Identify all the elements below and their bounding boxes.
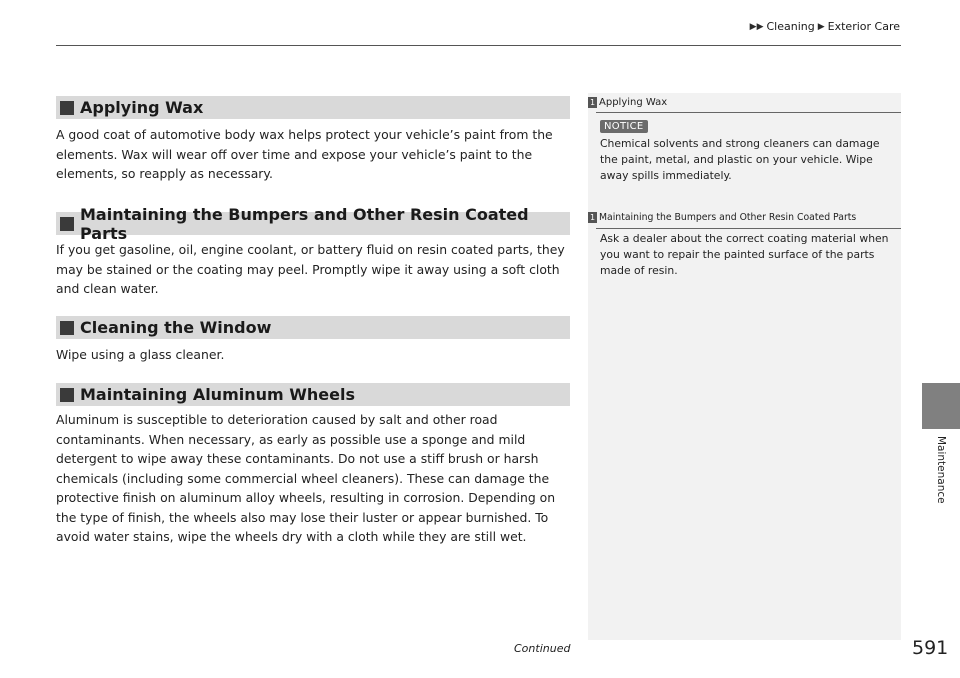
note-text-bumpers: Ask a dealer about the correct coating material when you want to repair the painted surface of the parts made of resin. (600, 232, 889, 277)
chapter-tab[interactable] (922, 383, 960, 429)
note-title-bumpers (588, 212, 901, 223)
square-bullet-icon (60, 217, 74, 231)
note-divider (596, 228, 901, 229)
section-body-bumpers: If you get gasoline, oil, engine coolant, or battery fluid on resin coated parts, they may be stained or the coating may peel. Promptly wipe it away using a soft cloth and clean water. (56, 242, 565, 296)
section-heading-text: Maintaining Aluminum Wheels (80, 385, 355, 404)
note-number-badge: 1 (589, 213, 596, 222)
section-heading-aluminum-wheels (56, 383, 570, 406)
note-text-applying-wax: Chemical solvents and strong cleaners can damage the paint, metal, and plastic on your vehicle. Wipe away spills immediately. (600, 137, 880, 182)
section-heading-applying-wax (56, 96, 570, 119)
section-body-aluminum-wheels: Aluminum is susceptible to deterioration caused by salt and other road contaminants. When necessary, as early as possible use a sponge and mild detergent to wipe away these contaminants. Do not use a stiff brush or harsh chemicals (including some commercial wheel cleaners). These can damage the protective finish on aluminum alloy wheels, resulting in corrosion. Depending on the type of finish, the wheels also may lose their luster or appear burnished. To avoid water stains, wipe the wheels dry with a cloth while they are still wet. (56, 412, 556, 544)
section-heading-text: Applying Wax (80, 98, 204, 117)
section-body-applying-wax: A good coat of automotive body wax helps protect your vehicle’s paint from the elements. Wax will wear off over time and expose your vehicle’s paint to the elements, so reapply as necessary. (56, 127, 553, 181)
page-number: 591 (912, 637, 949, 659)
section-heading-text: Cleaning the Window (80, 318, 272, 337)
note-number-badge: 1 (589, 98, 596, 107)
note-divider (596, 112, 901, 113)
square-bullet-icon (60, 101, 74, 115)
notice-badge: NOTICE (600, 120, 648, 133)
header-divider (56, 45, 901, 46)
section-heading-text: Maintaining the Bumpers and Other Resin Coated Parts (80, 204, 529, 243)
continued-label: Continued (514, 642, 571, 655)
square-bullet-icon (60, 388, 74, 402)
breadcrumb-item-cleaning[interactable]: Cleaning (766, 20, 815, 33)
chevron-right-icon: ▶▶ (749, 21, 764, 32)
breadcrumb-item-exterior-care[interactable]: Exterior Care (827, 20, 900, 33)
section-body-window: Wipe using a glass cleaner. (56, 347, 225, 362)
note-title-applying-wax (588, 97, 901, 108)
section-heading-bumpers (56, 204, 570, 243)
note-title-text: Applying Wax (599, 97, 668, 108)
breadcrumb (750, 20, 900, 33)
section-heading-window (56, 316, 570, 339)
chapter-label (925, 425, 957, 515)
chapter-label-text: Maintenance (935, 436, 947, 504)
chevron-right-icon: ▶ (817, 21, 825, 32)
note-title-text: Maintaining the Bumpers and Other Resin Coated Parts (599, 212, 857, 223)
square-bullet-icon (60, 321, 74, 335)
